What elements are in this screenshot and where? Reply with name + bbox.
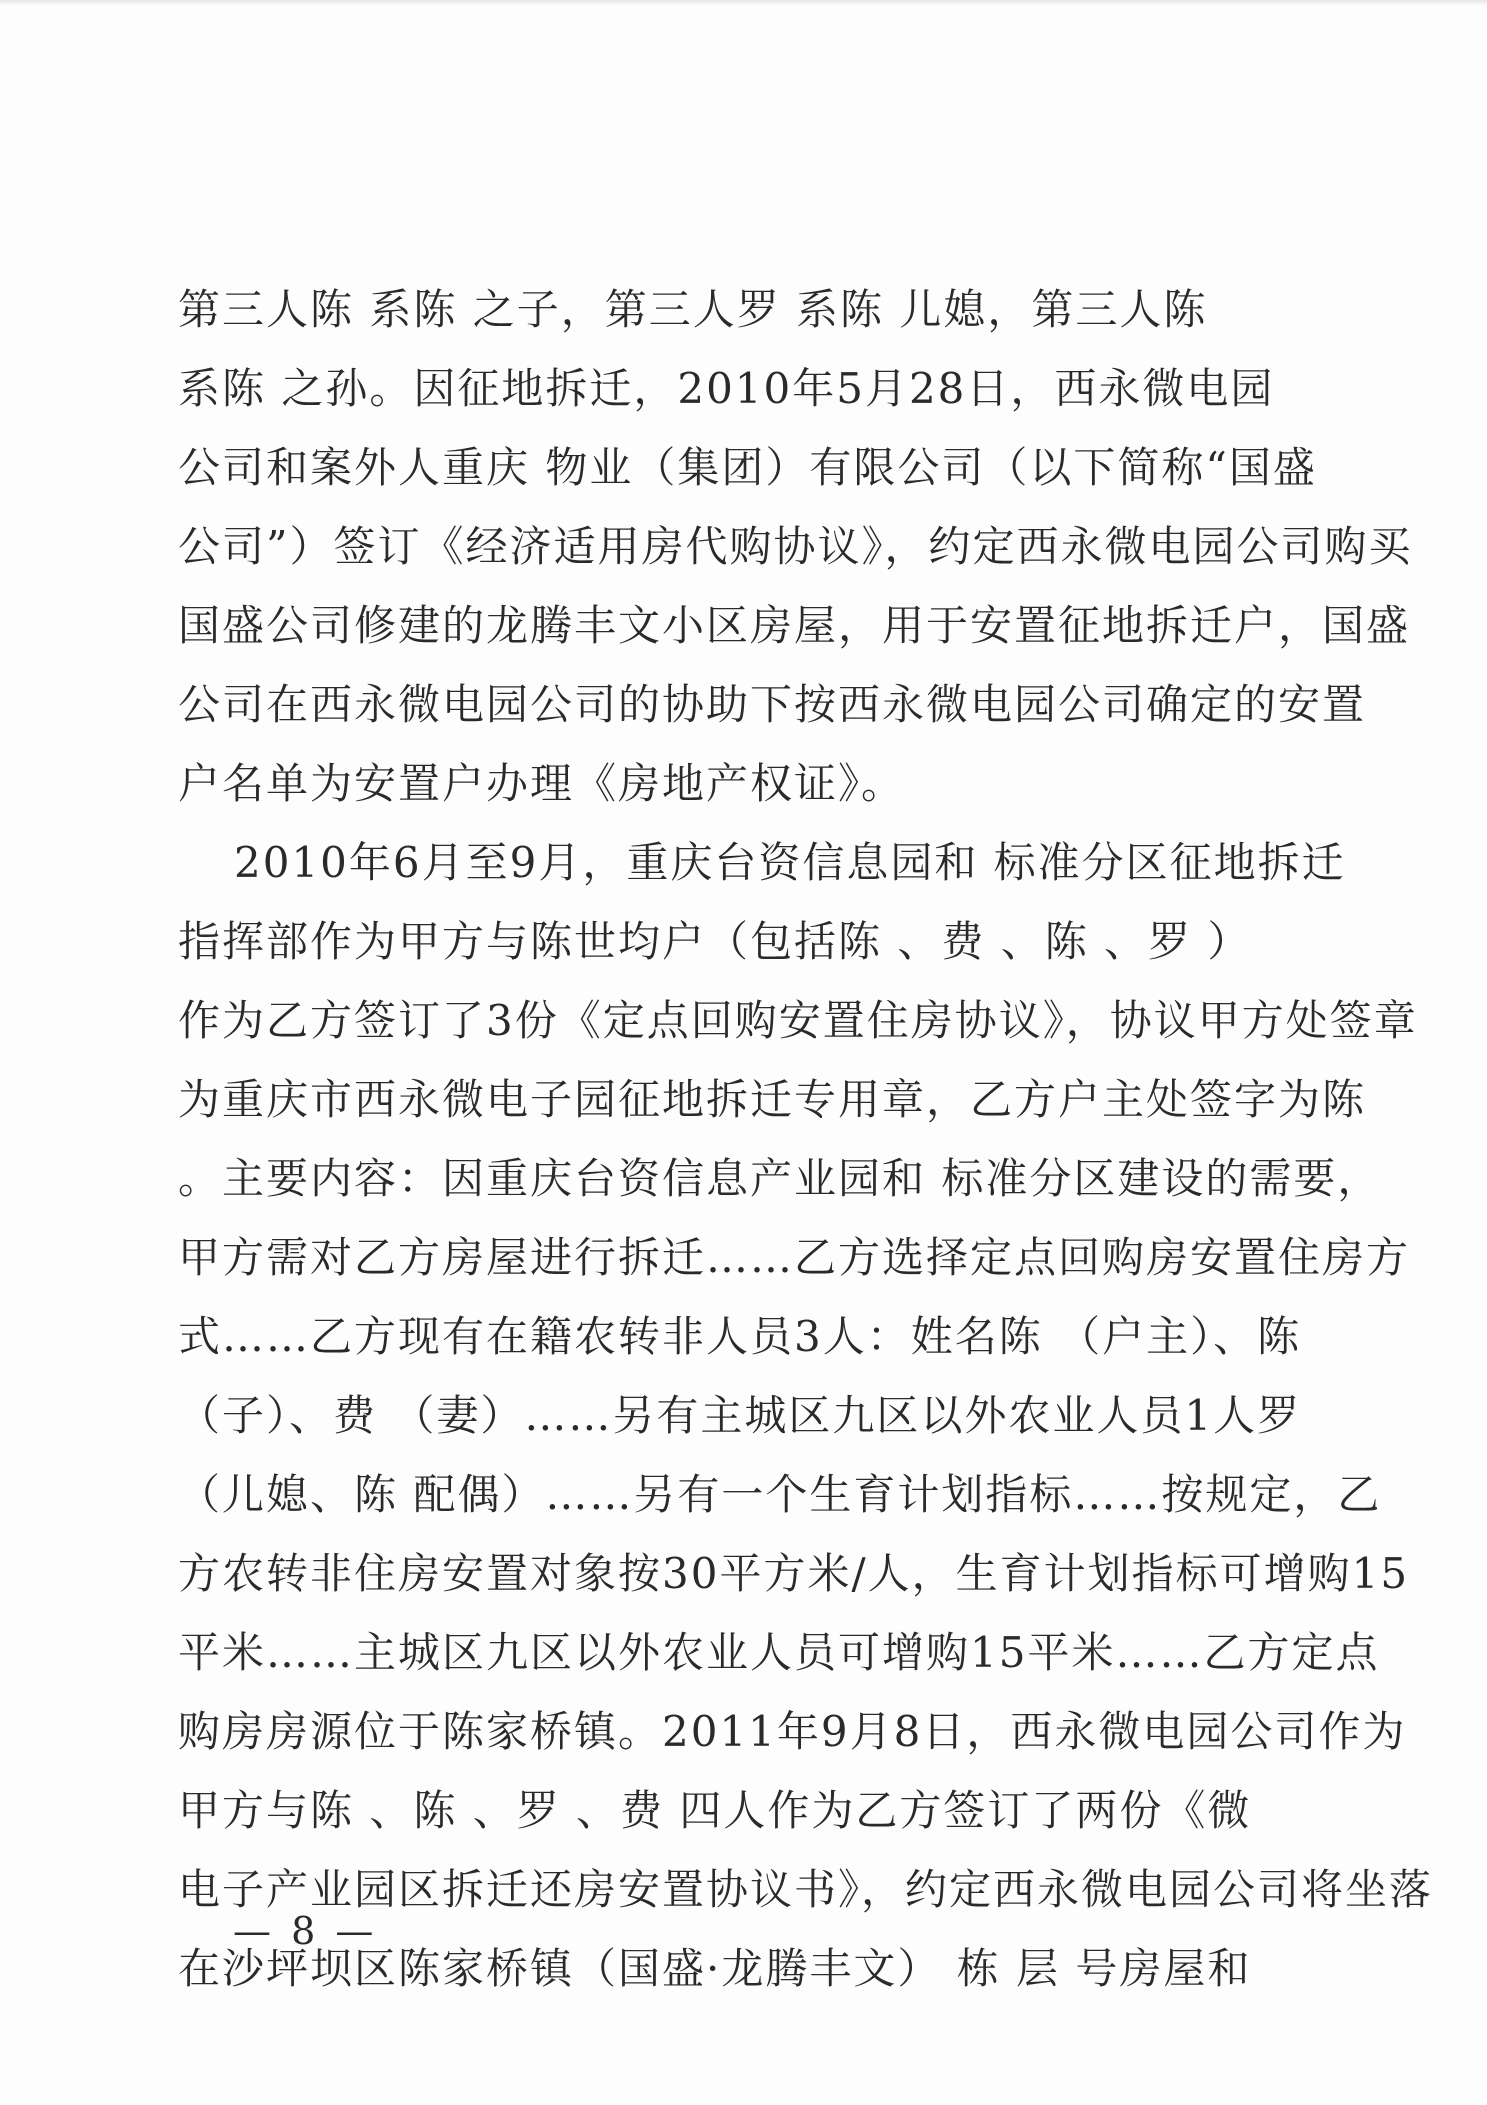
document-body — [178, 270, 1434, 2008]
text-line: 。主要内容：因重庆台资信息产业园和 标准分区建设的需要， — [178, 1154, 1382, 1203]
text-line: （子）、费 （妻）……另有主城区九区以外农业人员1人罗 — [178, 1391, 1302, 1440]
text-line: 在沙坪坝区陈家桥镇（国盛·龙腾丰文） 栋 层 号房屋和 — [178, 1944, 1252, 1993]
text-line: 为重庆市西永微电子园征地拆迁专用章，乙方户主处签字为陈 — [178, 1075, 1367, 1124]
text-line: 购房房源位于陈家桥镇。2011年9月8日，西永微电园公司作为 — [178, 1707, 1407, 1756]
page-number: — 8 — — [233, 1909, 378, 1953]
text-line: 公司”）签订《经济适用房代购协议》，约定西永微电园公司购买 — [178, 522, 1413, 571]
text-line: 公司在西永微电园公司的协助下按西永微电园公司确定的安置 — [178, 680, 1367, 729]
text-line: 甲方需对乙方房屋进行拆迁……乙方选择定点回购房安置住房方 — [178, 1233, 1411, 1282]
text-line: 系陈 之孙。因征地拆迁，2010年5月28日，西永微电园 — [178, 364, 1275, 413]
text-line: 作为乙方签订了3份《定点回购安置住房协议》，协议甲方处签章 — [178, 996, 1418, 1045]
text-line: 公司和案外人重庆 物业（集团）有限公司（以下简称“国盛 — [178, 443, 1317, 492]
text-line: （儿媳、陈 配偶）……另有一个生育计划指标……按规定，乙 — [178, 1470, 1382, 1519]
text-line: 甲方与陈 、陈 、罗 、费 四人作为乙方签订了两份《微 — [178, 1786, 1252, 1835]
text-line: 式……乙方现有在籍农转非人员3人：姓名陈 （户主）、陈 — [178, 1312, 1302, 1361]
text-line: 户名单为安置户办理《房地产权证》。 — [178, 759, 906, 808]
text-line: 国盛公司修建的龙腾丰文小区房屋，用于安置征地拆迁户，国盛 — [178, 601, 1411, 650]
text-line: 方农转非住房安置对象按30平方米/人，生育计划指标可增购15 — [178, 1549, 1410, 1598]
text-line: 平米……主城区九区以外农业人员可增购15平米……乙方定点 — [178, 1628, 1380, 1677]
text-line: 指挥部作为甲方与陈世均户（包括陈 、费 、陈 、罗 ） — [178, 917, 1252, 966]
paragraph-start-line: 2010年6月至9月，重庆台资信息园和 标准分区征地拆迁 — [234, 838, 1346, 887]
text-line: 电子产业园区拆迁还房安置协议书》，约定西永微电园公司将坐落 — [178, 1865, 1434, 1914]
text-line: 第三人陈 系陈 之子，第三人罗 系陈 儿媳，第三人陈 — [178, 285, 1208, 334]
page-top-edge — [0, 0, 1487, 6]
